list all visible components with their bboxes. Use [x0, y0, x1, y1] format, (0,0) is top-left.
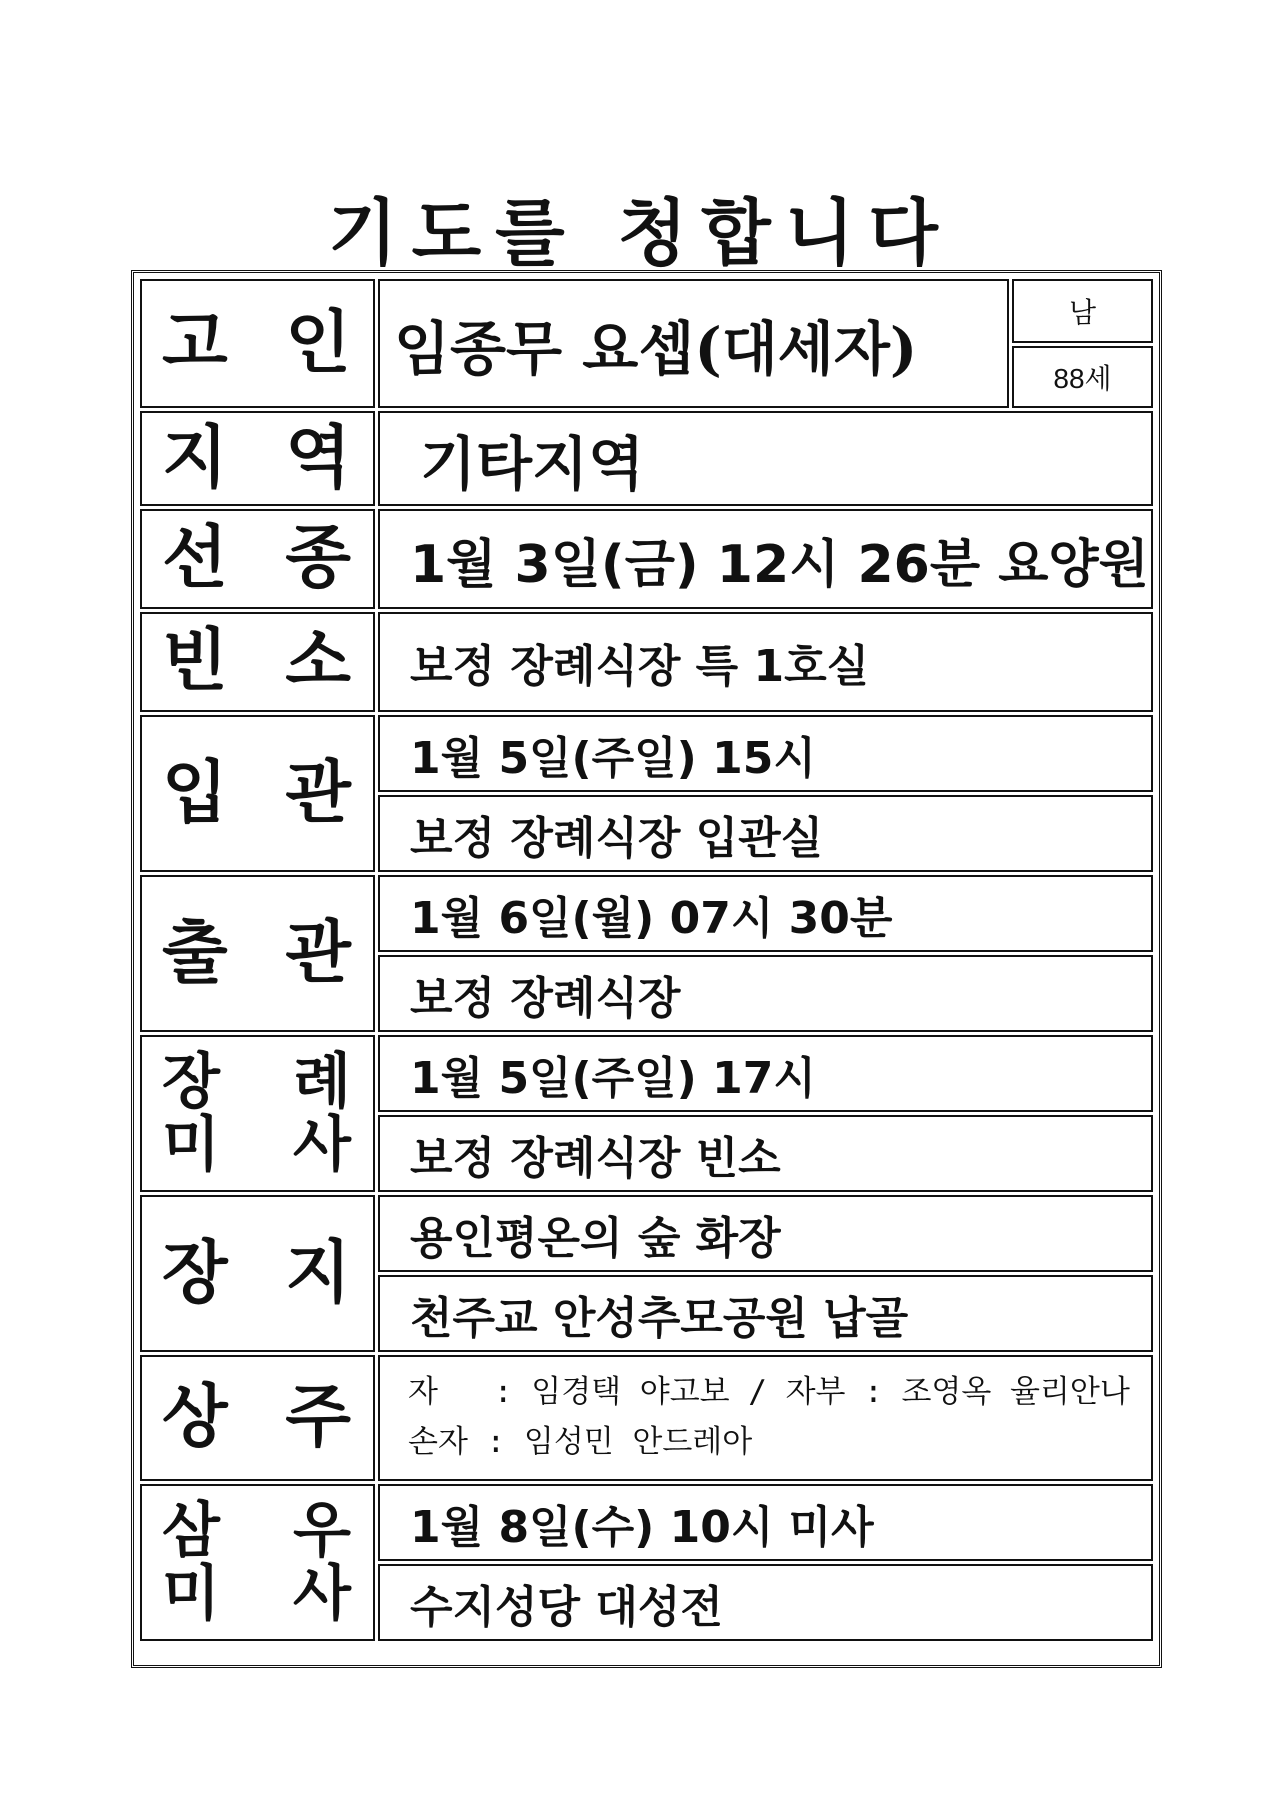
obituary-table — [137, 276, 1156, 1644]
third-day-mass-time: 1월 8일(수) 10시 미사 — [378, 1484, 1153, 1561]
page-title: 기도를 청합니다 — [328, 190, 952, 275]
departure-time: 1월 6일(월) 07시 30분 — [378, 875, 1153, 952]
label-mortuary: 빈 소 — [140, 612, 375, 712]
burial-place-2: 천주교 안성추모공원 납골 — [378, 1275, 1153, 1352]
deceased-age: 88세 — [1012, 346, 1153, 408]
encoffining-time: 1월 5일(주일) 15시 — [378, 715, 1153, 792]
label-encoffining: 입 관 — [140, 715, 375, 872]
third-day-mass-place: 수지성당 대성전 — [378, 1564, 1153, 1641]
funeral-mass-place: 보정 장례식장 빈소 — [378, 1115, 1153, 1192]
deceased-gender: 남 — [1012, 279, 1153, 343]
mourners-line-2: 손자 : 임성민 안드레아 — [408, 1424, 753, 1460]
encoffining-place: 보정 장례식장 입관실 — [378, 795, 1153, 872]
deceased-name: 임종무 요셉(대세자) — [378, 279, 1009, 408]
funeral-mass-time: 1월 5일(주일) 17시 — [378, 1035, 1153, 1112]
label-departure: 출 관 — [140, 875, 375, 1032]
label-deceased: 고 인 — [140, 279, 375, 408]
label-funeral-mass: 장 례 미 사 — [140, 1035, 375, 1192]
label-region: 지 역 — [140, 411, 375, 506]
death-value: 1월 3일(금) 12시 26분 요양원 — [378, 509, 1153, 609]
region-value: 기타지역 — [378, 411, 1153, 506]
label-burial: 장 지 — [140, 1195, 375, 1352]
label-mourners: 상 주 — [140, 1355, 375, 1481]
label-third-day-mass: 삼 우 미 사 — [140, 1484, 375, 1641]
mourners-line-1: 자 : 임경택 야고보 / 자부 : 조영옥 율리안나 — [408, 1374, 1130, 1411]
mourners-list — [378, 1355, 1153, 1481]
departure-place: 보정 장례식장 — [378, 955, 1153, 1032]
label-death: 선 종 — [140, 509, 375, 609]
mortuary-value: 보정 장례식장 특 1호실 — [378, 612, 1153, 712]
burial-place-1: 용인평온의 숲 화장 — [378, 1195, 1153, 1272]
